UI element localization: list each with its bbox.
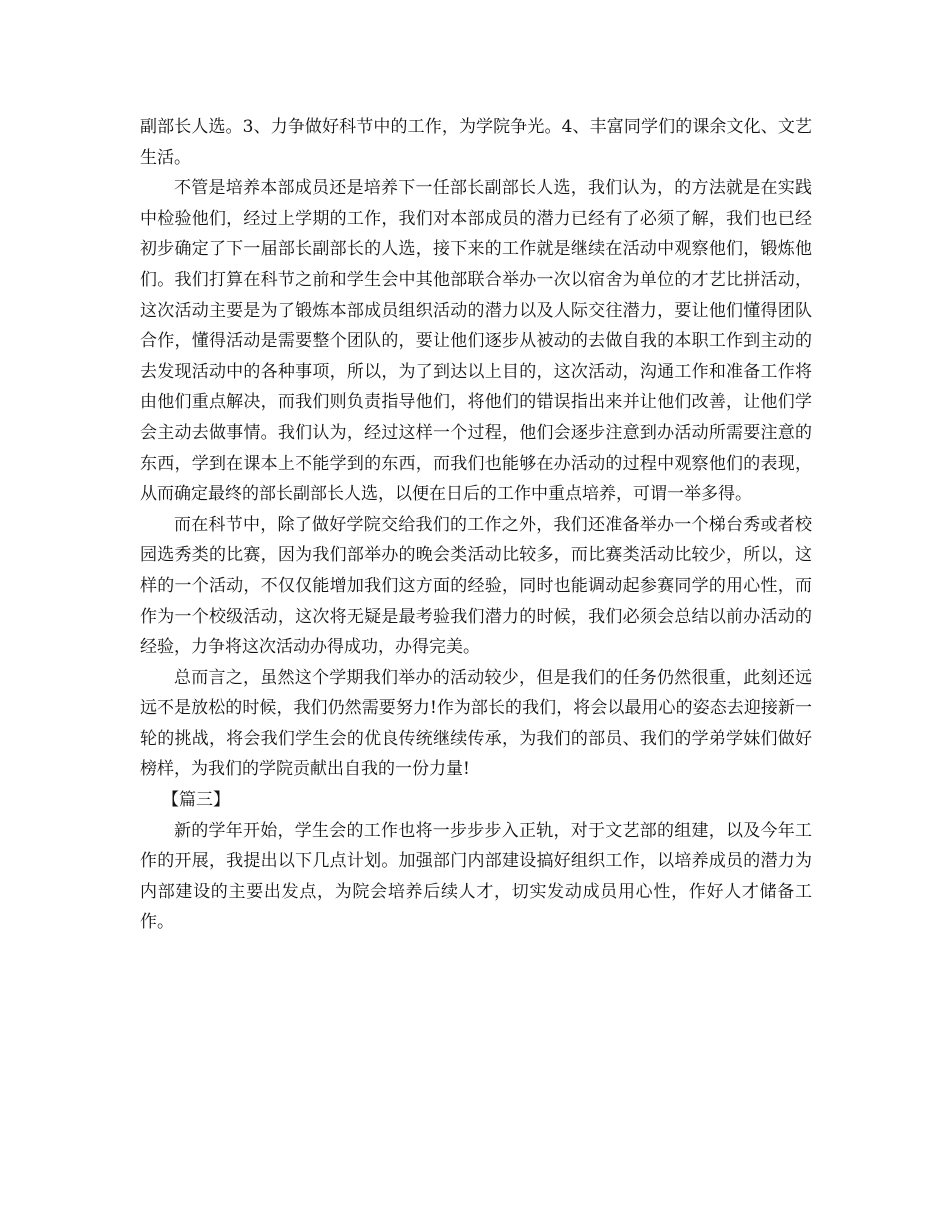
paragraph-summary: 总而言之，虽然这个学期我们举办的活动较少，但是我们的任务仍然很重，此刻还远远不是放松的时候，我们仍然需要努力!作为部长的我们，将会以最用心的姿态去迎接新一轮的挑战，将会我们学生会的优良传统继续传承，为我们的部员、我们的学弟学妹们做好榜样，为我们的学院贡献出自我的一份力量! [140, 667, 812, 780]
paragraph-continuation: 副部长人选。3、力争做好科节中的工作，为学院争光。4、丰富同学们的课余文化、文艺生活。 [140, 117, 812, 168]
paragraph-science-festival: 而在科节中，除了做好学院交给我们的工作之外，我们还准备举办一个梯台秀或者校园选秀类的比赛，因为我们部举办的晚会类活动比较多，而比赛类活动比较少，所以，这样的一个活动，不仅仅能增加我们这方面的经验，同时也能调动起参赛同学的用心性，而作为一个校级活动，这次将无疑是最考验我们潜力的时候，我们必须会总结以前办活动的经验，力争将这次活动办得成功，办得完美。 [140, 514, 812, 658]
paragraph-training-plan: 不管是培养本部成员还是培养下一任部长副部长人选，我们认为，的方法就是在实践中检验他们，经过上学期的工作，我们对本部成员的潜力已经有了必须了解，我们也已经初步确定了下一届部长副部长的人选，接下来的工作就是继续在活动中观察他们，锻炼他们。我们打算在科节之前和学生会中其他部联合举办一次以宿舍为单位的才艺比拼活动，这次活动主要是为了锻炼本部成员组织活动的潜力以及人际交往潜力，要让他们懂得团队合作，懂得活动是需要整个团队的，要让他们逐步从被动的去做自我的本职工作到主动的去发现活动中的各种事项，所以，为了到达以上目的，这次活动，沟通工作和准备工作将由他们重点解决，而我们则负责指导他们，将他们的错误指出来并让他们改善，让他们学会主动去做事情。我们认为，经过这样一个过程，他们会逐步注意到办活动所需要注意的东西，学到在课本上不能学到的东西，而我们也能够在办活动的过程中观察他们的表现，从而确定最终的部长副部长人选，以便在日后的工作中重点培养，可谓一举多得。 [140, 178, 812, 505]
paragraph-new-semester: 新的学年开始，学生会的工作也将一步步步入正轨，对于文艺部的组建，以及今年工作的开展，我提出以下几点计划。加强部门内部建设搞好组织工作，以培养成员的潜力为内部建设的主要出发点，为院会培养后续人才，切实发动成员用心性，作好人才储备工作。 [140, 820, 812, 933]
document-page [140, 112, 812, 938]
section-heading-part-three: 【篇三】 [162, 790, 230, 811]
